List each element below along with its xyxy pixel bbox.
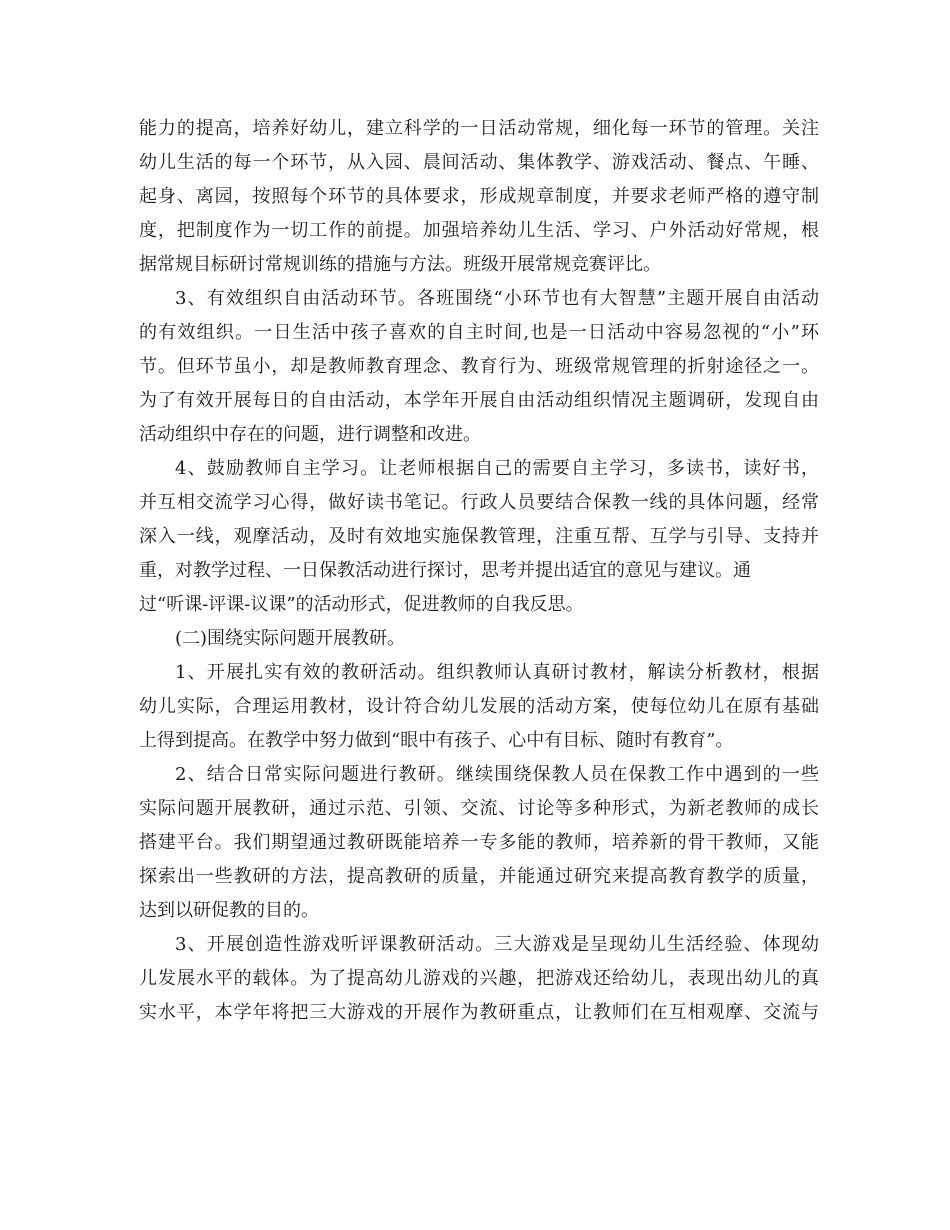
paragraph-start-line: 3、开展创造性游戏听评课教研活动。三大游戏是呈现幼儿生活经验、体现幼 (175, 934, 819, 955)
text-line: 的有效组织。一日生活中孩子喜欢的自主时间,也是一日活动中容易忽视的“小”环 (139, 322, 819, 343)
text-line: 幼儿生活的每一个环节，从入园、晨间活动、集体教学、游戏活动、餐点、午睡、 (139, 152, 819, 173)
text-line: 达到以研促教的目的。 (139, 900, 319, 921)
text-line: 重，对教学过程、一日保教活动进行探讨，思考并提出适宜的意见与建议。通 (139, 560, 751, 581)
section-heading: (二)围绕实际问题开展教研。 (175, 628, 406, 649)
text-line: 过“听课-评课-议课”的活动形式，促进教师的自我反思。 (139, 594, 584, 615)
text-line: 儿发展水平的载体。为了提高幼儿游戏的兴趣，把游戏还给幼儿，表现出幼儿的真 (139, 968, 819, 989)
text-line: 探索出一些教研的方法，提高教研的质量，并能通过研究来提高教育教学的质量， (139, 866, 819, 887)
document-body (139, 112, 819, 1030)
text-line: 起身、离园，按照每个环节的具体要求，形成规章制度，并要求老师严格的遵守制 (139, 186, 819, 207)
paragraph-start-line: 1、开展扎实有效的教研活动。组织教师认真研讨教材，解读分析教材，根据 (175, 662, 819, 683)
text-line: 幼儿实际，合理运用教材，设计符合幼儿发展的活动方案，使每位幼儿在原有基础 (139, 696, 819, 717)
text-line: 据常规目标研讨常规训练的措施与方法。班级开展常规竞赛评比。 (139, 254, 661, 275)
text-line: 实际问题开展教研，通过示范、引领、交流、讨论等多种形式，为新老教师的成长 (139, 798, 819, 819)
text-line: 实水平，本学年将把三大游戏的开展作为教研重点，让教师们在互相观摩、交流与 (139, 1002, 819, 1023)
text-line: 能力的提高，培养好幼儿，建立科学的一日活动常规，细化每一环节的管理。关注 (139, 118, 819, 139)
paragraph-start-line: 4、鼓励教师自主学习。让老师根据自己的需要自主学习，多读书，读好书， (175, 458, 819, 479)
text-line: 并互相交流学习心得，做好读书笔记。行政人员要结合保教一线的具体问题，经常 (139, 492, 819, 513)
text-line: 活动组织中存在的问题，进行调整和改进。 (139, 424, 481, 445)
text-line: 为了有效开展每日的自由活动，本学年开展自由活动组织情况主题调研，发现自由 (139, 390, 819, 411)
text-line: 搭建平台。我们期望通过教研既能培养一专多能的教师，培养新的骨干教师，又能 (139, 832, 819, 853)
text-line: 节。但环节虽小，却是教师教育理念、教育行为、班级常规管理的折射途径之一。 (139, 356, 819, 377)
paragraph-start-line: 3、有效组织自由活动环节。各班围绕“小环节也有大智慧”主题开展自由活动 (175, 288, 819, 309)
text-line: 度，把制度作为一切工作的前提。加强培养幼儿生活、学习、户外活动好常规，根 (139, 220, 819, 241)
text-line: 深入一线，观摩活动，及时有效地实施保教管理，注重互帮、互学与引导、支持并 (139, 526, 819, 547)
paragraph-start-line: 2、结合日常实际问题进行教研。继续围绕保教人员在保教工作中遇到的一些 (175, 764, 819, 785)
text-line: 上得到提高。在教学中努力做到“眼中有孩子、心中有目标、随时有教育”。 (139, 730, 734, 751)
